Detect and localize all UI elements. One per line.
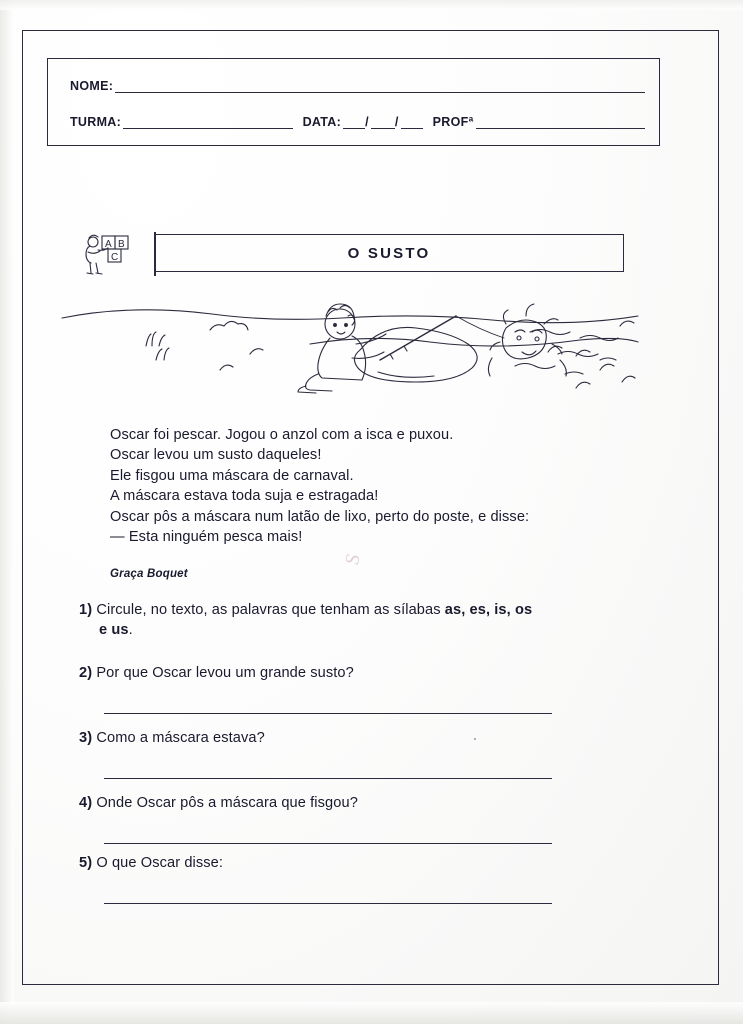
turma-label: TURMA: [70,115,122,129]
question-4 [79,793,639,813]
question-5-number: 5) [79,855,93,871]
nome-row [70,79,645,93]
answer-line-3[interactable] [104,778,552,779]
boy-fishing-scene-illustration [60,288,640,416]
question-1-bold-syllables: as, es, is, os [444,602,533,618]
nome-input-line[interactable] [115,79,645,93]
question-4-text: Onde Oscar pôs a máscara que fisgou? [96,795,358,811]
svg-text:B: B [118,239,125,250]
answer-line-5[interactable] [104,903,552,904]
question-1-text: Circule, no texto, as palavras que tenham as sílabas [96,602,445,618]
story-line-5: Oscar pôs a máscara num latão de lixo, perto do poste, e disse: [110,508,530,525]
question-3 [79,728,639,748]
question-1-number: 1) [79,602,93,618]
scan-edge-top [0,0,743,10]
prof-label: PROFª [432,115,474,129]
data-month-line[interactable] [371,115,395,129]
scan-edge-bottom [0,1002,743,1024]
question-2-number: 2) [79,665,93,681]
question-1-continuation-bold: e us [99,622,129,638]
data-year-line[interactable] [401,115,423,129]
question-5-text: O que Oscar disse: [96,855,224,871]
nome-label: NOME: [70,79,114,93]
answer-line-2[interactable] [104,713,552,714]
scan-smudge: S [341,551,366,568]
page-title: O SUSTO [347,244,431,262]
prof-input-line[interactable] [476,115,645,129]
data-label: DATA: [302,115,342,129]
question-3-text: Como a máscara estava? [96,730,265,746]
question-5 [79,853,639,873]
question-1-continuation-tail: . [128,622,133,638]
story-text [110,425,650,547]
story-author: Graça Boquet [110,568,188,580]
story-line-1: Oscar foi pescar. Jogou o anzol com a isca e puxou. [110,427,454,443]
child-with-abc-blocks-icon [76,232,156,280]
question-1 [79,600,639,640]
title-box [154,234,624,272]
svg-text:A: A [105,239,112,250]
turma-input-line[interactable] [123,115,292,129]
story-line-2: Oscar levou um susto daqueles! [110,447,322,464]
svg-text:C: C [111,252,119,263]
turma-data-prof-row [70,115,645,129]
title-banner [76,232,624,276]
question-4-number: 4) [79,795,93,811]
student-identification-box [47,58,660,146]
story-line-3: Ele fisgou uma máscara de carnaval. [110,467,354,484]
question-2-text: Por que Oscar levou um grande susto? [96,665,354,681]
date-slash-1: / [365,115,369,129]
date-slash-2: / [394,115,399,129]
question-2 [79,663,639,683]
story-line-4: A máscara estava toda suja e estragada! [110,488,379,505]
question-3-number: 3) [79,730,93,746]
data-day-line[interactable] [343,115,365,129]
question-1-continuation [99,620,639,640]
story-line-6: — Esta ninguém pesca mais! [110,529,303,546]
answer-line-4[interactable] [104,843,552,844]
scan-edge-left [0,0,14,1024]
